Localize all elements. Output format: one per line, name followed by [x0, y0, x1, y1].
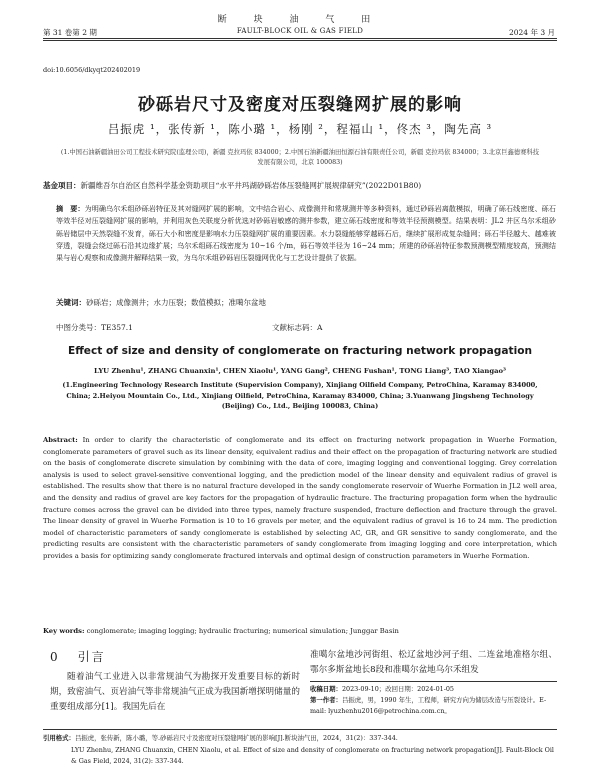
paper-title-en: Effect of size and density of conglomerate on fracturing network propagation	[67, 345, 533, 357]
first-author-info: 吕振虎，男，1990 年生，工程师，研究方向为储层改造与压裂设计。E-mail: lyuzhenhu2016@petrochina.com.cn。	[310, 696, 547, 715]
footnote-box	[310, 681, 557, 717]
fund-label: 基金项目：	[43, 181, 81, 190]
fund-text: 新疆维吾尔自治区自然科学基金资助项目“水平井玛湖砂砾岩体压裂缝网扩展规律研究”(2022D01B80)	[80, 181, 422, 190]
abstract-cn-text: 为明确乌尔禾组砂砾岩特征及其对缝网扩展的影响，文中结合岩心、成像测井和常规测井等多种资料，通过砂砾岩离散模拟，明确了砾石线密度、砾石等效半径对压裂缝网扩展的影响，并利用灰色关联度分析优选对砂砾岩敏感的测井参数，建立砾石线密度和等效半径预测模型。结果表明：JL2 井区乌尔禾组砂砾岩储层中天然裂缝不发育，砾石大小和密度是影响水力压裂缝网扩展的重要因素。水力裂缝能够穿越砾石后，继续扩展形成复杂缝网；砾石半径越大、越难被穿透，裂缝会绕过砾石沿其边缘扩展；乌尔禾组砾石线密度为 10~16 个/m，砾石等效半径为 16~24 mm；所建的砂砾岩特征参数预测模型精度较高，预测结果与岩心观察和成像测井解释结果一致，为乌尔禾组砂砾岩压裂缝网优化与工艺设计提供了依据。	[56, 204, 556, 263]
section-heading-intro	[50, 648, 106, 665]
received-label: 收稿日期：	[310, 685, 342, 693]
section-title: 引言	[77, 650, 106, 664]
received-date-line	[310, 684, 557, 695]
volume-issue: 第 31 卷第 2 期	[43, 28, 97, 37]
affiliations-cn: (1.中国石油新疆油田公司工程技术研究院(监理公司)，新疆 克拉玛依 834000；2.中国石油新疆油田恒源石油有限责任公司，新疆 克拉玛依 834000；3.北京巨鑫德赛科技发展有限公司，北京 100083)	[60, 149, 540, 166]
first-author-line	[310, 695, 557, 717]
abstract-en-label: Abstract:	[43, 436, 78, 444]
received-dates: 2023-09-10；改回日期：2024-01-05	[341, 685, 454, 693]
section-number: 0	[50, 650, 60, 664]
journal-name-cn: 断 块 油 气 田	[217, 15, 383, 25]
paper-title-cn: 砂砾岩尺寸及密度对压裂缝网扩展的影响	[138, 95, 462, 115]
citation-label: 引用格式：	[43, 734, 75, 742]
abstract-en	[43, 435, 557, 563]
header-rule-2	[43, 40, 557, 41]
intro-paragraph-left: 随着油气工业进入以非常规油气为勘探开发重要目标的新时期，致密油气、页岩油气等非常规油气正成为我国新增探明储量的重要组成部分[1]。我国先后在	[50, 672, 300, 712]
first-author-label: 第一作者：	[310, 696, 342, 704]
keywords-cn-text: 砂砾岩；成像测井；水力压裂；数值模拟；准噶尔盆地	[86, 298, 266, 307]
keywords-cn	[56, 297, 266, 308]
doi: doi:10.6056/dkyqt202402019	[43, 66, 141, 74]
clc-number: 中图分类号：TE357.1	[56, 323, 133, 332]
keywords-en-text: conglomerate; imaging logging; hydraulic fracturing; numerical simulation; Junggar Basin	[86, 627, 399, 635]
keywords-en-label: Key words:	[43, 627, 85, 635]
authors-cn: 吕振虎 ¹，张传新 ¹，陈小璐 ¹，杨刚 ²，程福山 ¹，佟杰 ³，陶先高 ³	[107, 122, 493, 136]
citation-box	[43, 729, 557, 768]
keywords-cn-label: 关键词：	[56, 298, 86, 307]
citation-cn: 吕振虎，张传新，陈小璐，等.砂砾岩尺寸及密度对压裂缝网扩展的影响[J].断块油气田，2024，31(2)：337-344.	[74, 734, 398, 742]
header-rule	[43, 38, 557, 39]
issue-date: 2024 年 3 月	[508, 28, 555, 37]
abstract-cn	[56, 203, 556, 264]
intro-paragraph-right: 准噶尔盆地沙河街组、松辽盆地沙河子组、二连盆地准格尔组、鄂尔多斯盆地长8段和准噶尔盆地乌尔禾组发	[310, 650, 557, 675]
citation-en: LYU Zhenhu, ZHANG Chuanxin, CHEN Xiaolu, et al. Effect of size and density of conglomerate on fracturing network propagation[J]. Fault-Block Oil & Gas Field, 2024, 31(2): 337-344.	[71, 745, 554, 765]
journal-name-en: FAULT-BLOCK OIL & GAS FIELD	[236, 27, 364, 35]
document-code: 文献标志码：A	[272, 323, 323, 332]
citation-cn-line	[43, 733, 557, 745]
authors-en: LYU Zhenhu¹, ZHANG Chuanxin¹, CHEN Xiaolu¹, YANG Gang², CHENG Fushan¹, TONG Liang³, TAO Xiangao³	[93, 367, 507, 375]
abstract-en-text: In order to clarify the characteristic of conglomerate and its effect on fracturing network propagation in Wuerhe Formation, conglomerate parameters of gravel such as its linear density, equivalent radius and their effect on the propagation of fracturing network are studied on the basis of conglomerate discrete simulation by combining with the data of core, imaging logging and conventional logging. Grey correlation analysis is used to select gravel-sensitive conventional logging, and the prediction model of the linear density and equivalent radius of gravel is established. The results show that there is no natural fracture developed in the sandy conglomerate reservoir of Wuerhe Formation in JL2 well area, and the density and radius of gravel are key factors for the propagation of hydraulic fracture. The fracturing propagation form when the hydraulic fracture comes across the gravel can be divided into three types, namely fracture suspended, fracture deflection and fracture through the gravel. The linear density of gravel in Wuerhe Formation is 10 to 16 gravels per meter, and the equivalent radius of gravel is 16 to 24 mm. The prediction model of characteristic parameters of sandy conglomerate is established by selecting AC, GR, and GR sensitive to sandy conglomerate, and the predicting results are consistent with the characteristic parameters of sandy conglomerate from imaging logging and core interpretation, which provides a basis for optimizing sandy conglomerate fractured intervals and optimal design of construction parameters in Wuerhe Formation.	[43, 436, 557, 560]
abstract-cn-label: 摘 要：	[56, 204, 85, 213]
affiliations-en: (1.Engineering Technology Research Institute (Supervision Company), Xinjiang Oilfield Company, PetroChina, Karamay 834000, China; 2.Heiyou Mountain Co., Ltd., Xinjiang Oilfield, PetroChina, Karamay 834000, China; 3.Yuanwang Jingsheng Technology (Beijing) Co., Ltd., Beijing 100083, China)	[62, 381, 538, 410]
keywords-en	[43, 627, 557, 635]
fund-info	[43, 180, 557, 192]
